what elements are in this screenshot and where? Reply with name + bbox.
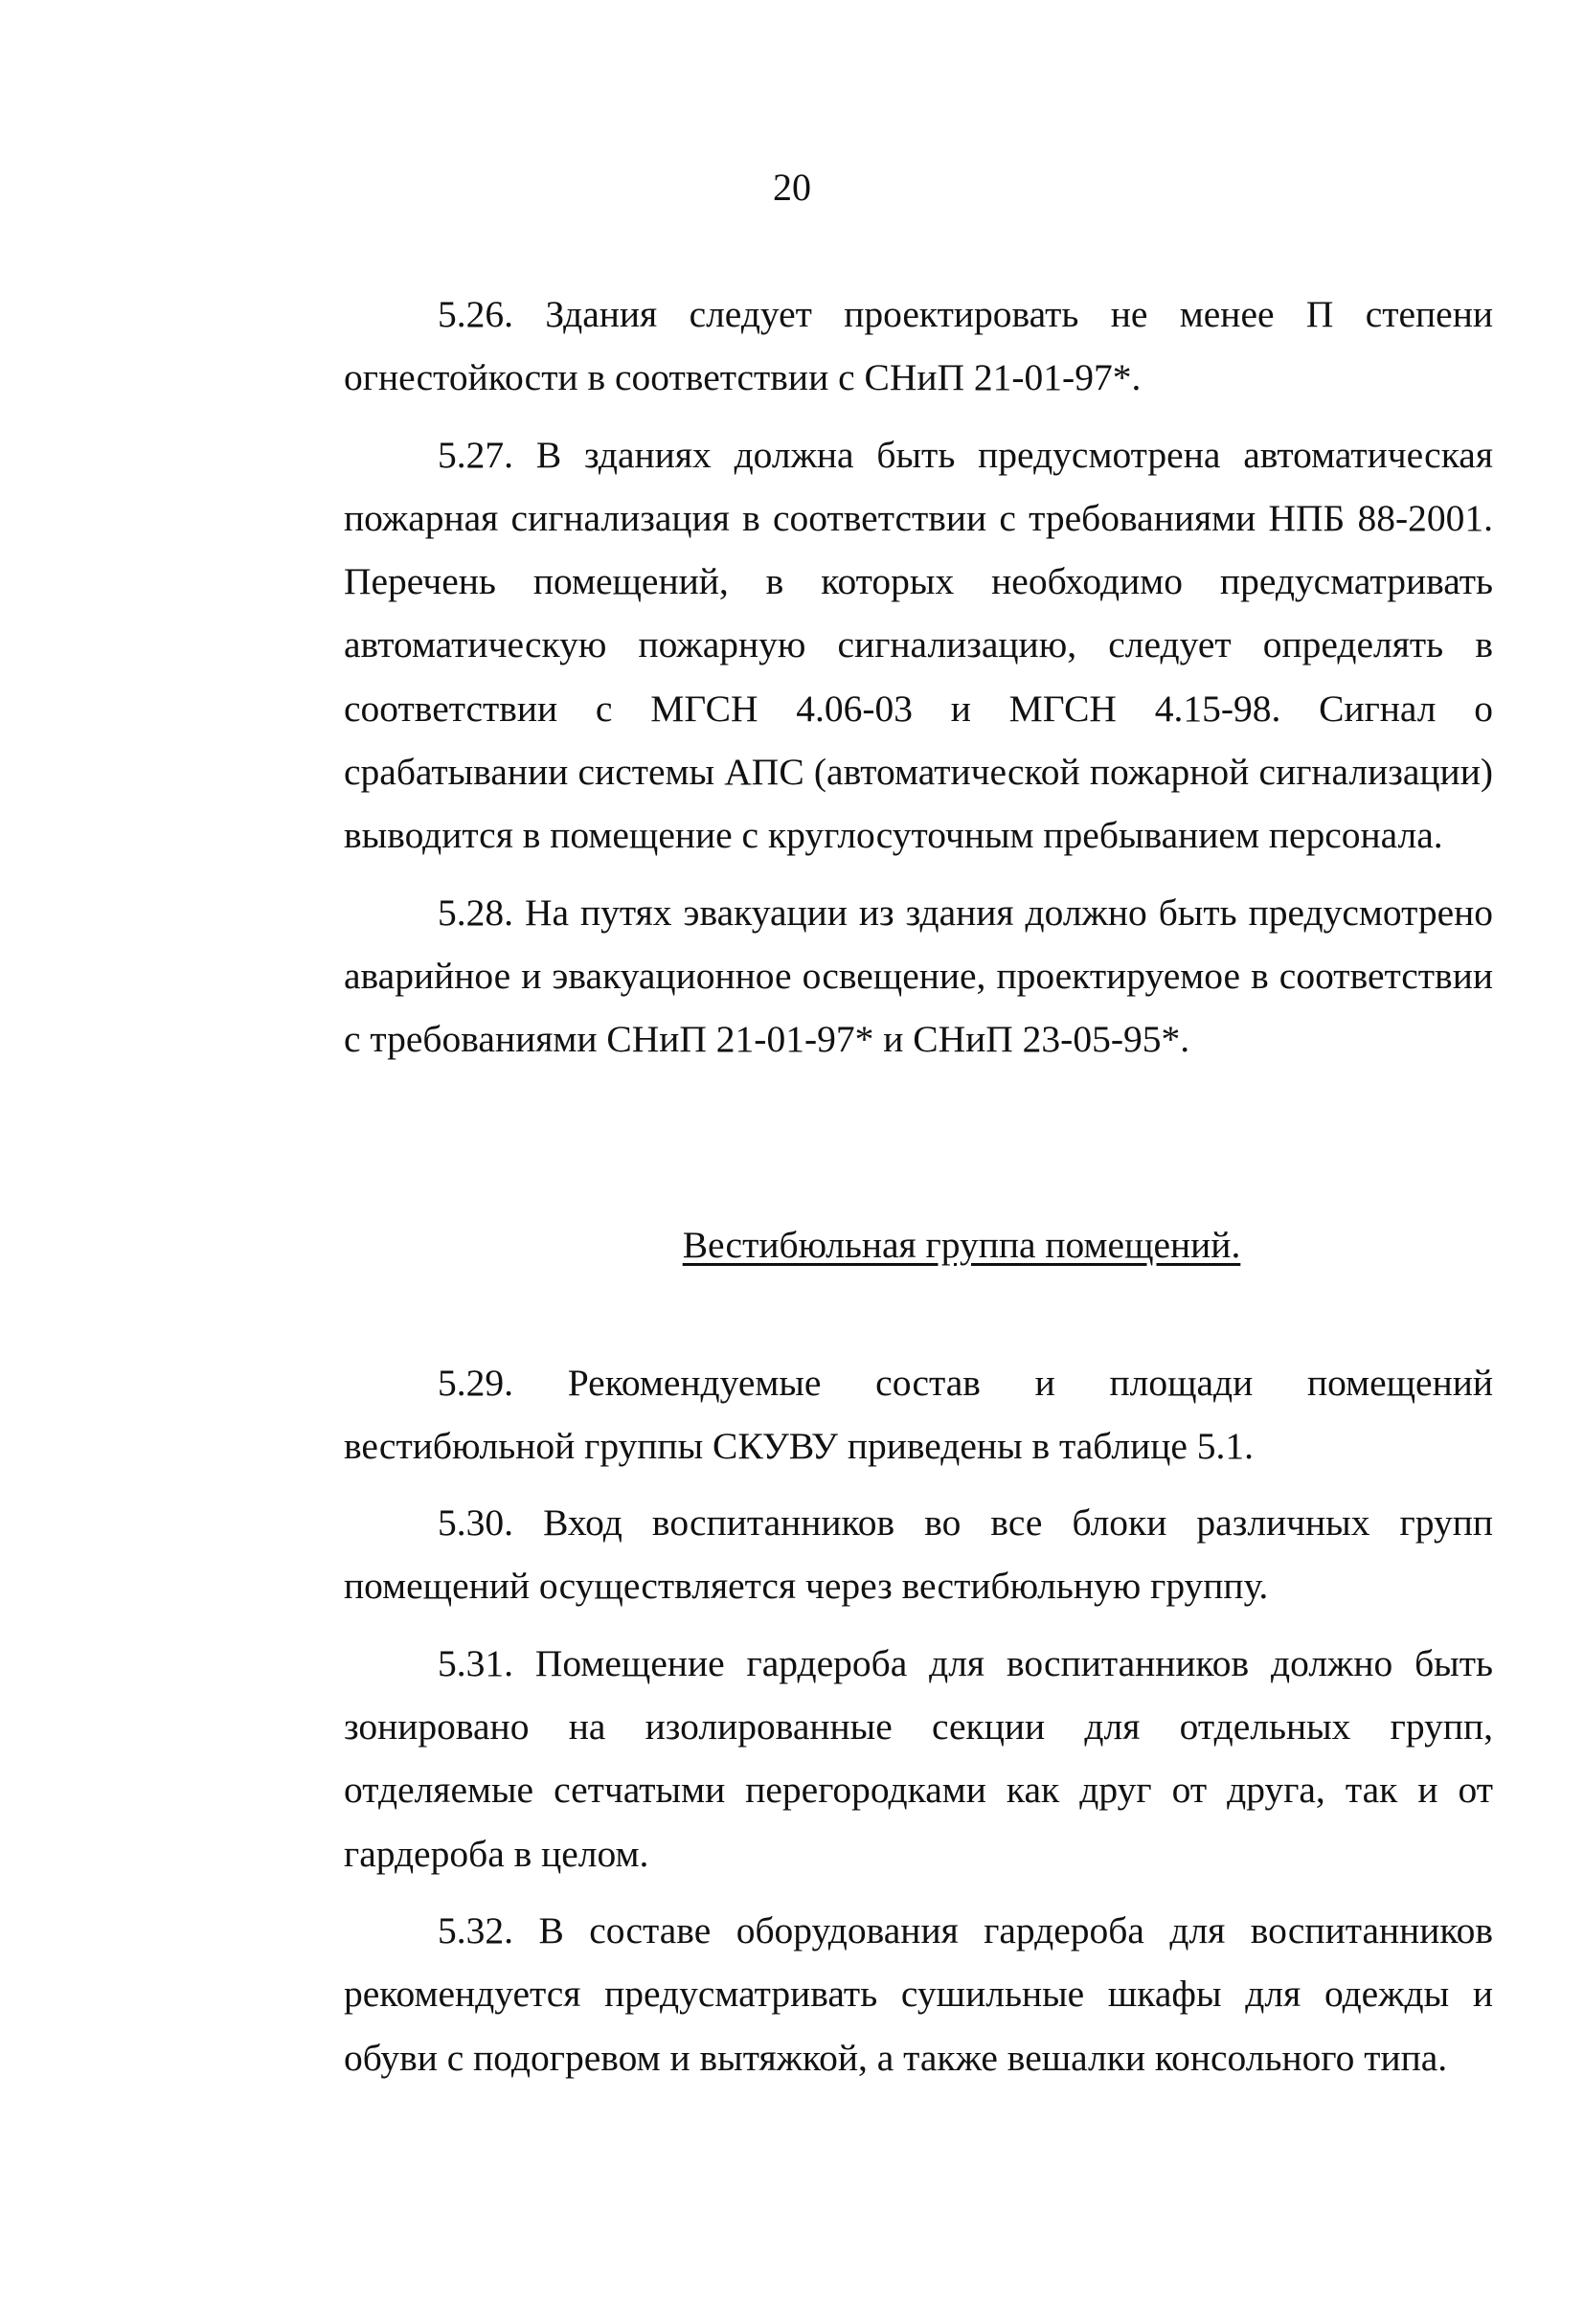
section-heading-text: Вестибюльная группа помещений.	[682, 1223, 1241, 1266]
document-body	[344, 282, 1493, 2089]
paragraph-5-29: 5.29. Рекомендуемые состав и площади помещений вестибюльной группы СКУВУ приведены в таблице 5.1.	[344, 1361, 1493, 1467]
paragraph-5-32: 5.32. В составе оборудования гардероба для воспитанников рекомендуется предусматривать сушильные шкафы для одежды и обуви с подогревом и вытяжкой, а также вешалки консольного типа.	[344, 1908, 1493, 2079]
page-number: 20	[773, 166, 811, 209]
paragraph-5-30: 5.30. Вход воспитанников во все блоки различных групп помещений осуществляется через вестибюльную группу.	[344, 1501, 1493, 1608]
paragraph-5-26: 5.26. Здания следует проектировать не менее П степени огнестойкости в соответствии с СНиП 21-01-97*.	[344, 293, 1493, 399]
section-heading	[344, 1213, 1493, 1276]
paragraph-5-31: 5.31. Помещение гардероба для воспитанников должно быть зонировано на изолированные секции для отдельных групп, отделяемые сетчатыми перегородками как друг от друга, так и от гардероба в целом.	[344, 1641, 1493, 1875]
paragraph-5-28: 5.28. На путях эвакуации из здания должно быть предусмотрено аварийное и эвакуационное освещение, проектируемое в соответствии с требованиями СНиП 21-01-97* и СНиП 23-05-95*.	[344, 891, 1493, 1061]
paragraph-5-27: 5.27. В зданиях должна быть предусмотрена автоматическая пожарная сигнализация в соответствии с требованиями НПБ 88-2001. Перечень помещений, в которых необходимо предусматривать автоматическую пожарную сигнализацию, следует определять в соответствии с МГСН 4.06-03 и МГСН 4.15-98. Сигнал о срабатывании системы АПС (автоматической пожарной сигнализации) выводится в помещение с круглосуточным пребыванием персонала.	[344, 433, 1493, 857]
